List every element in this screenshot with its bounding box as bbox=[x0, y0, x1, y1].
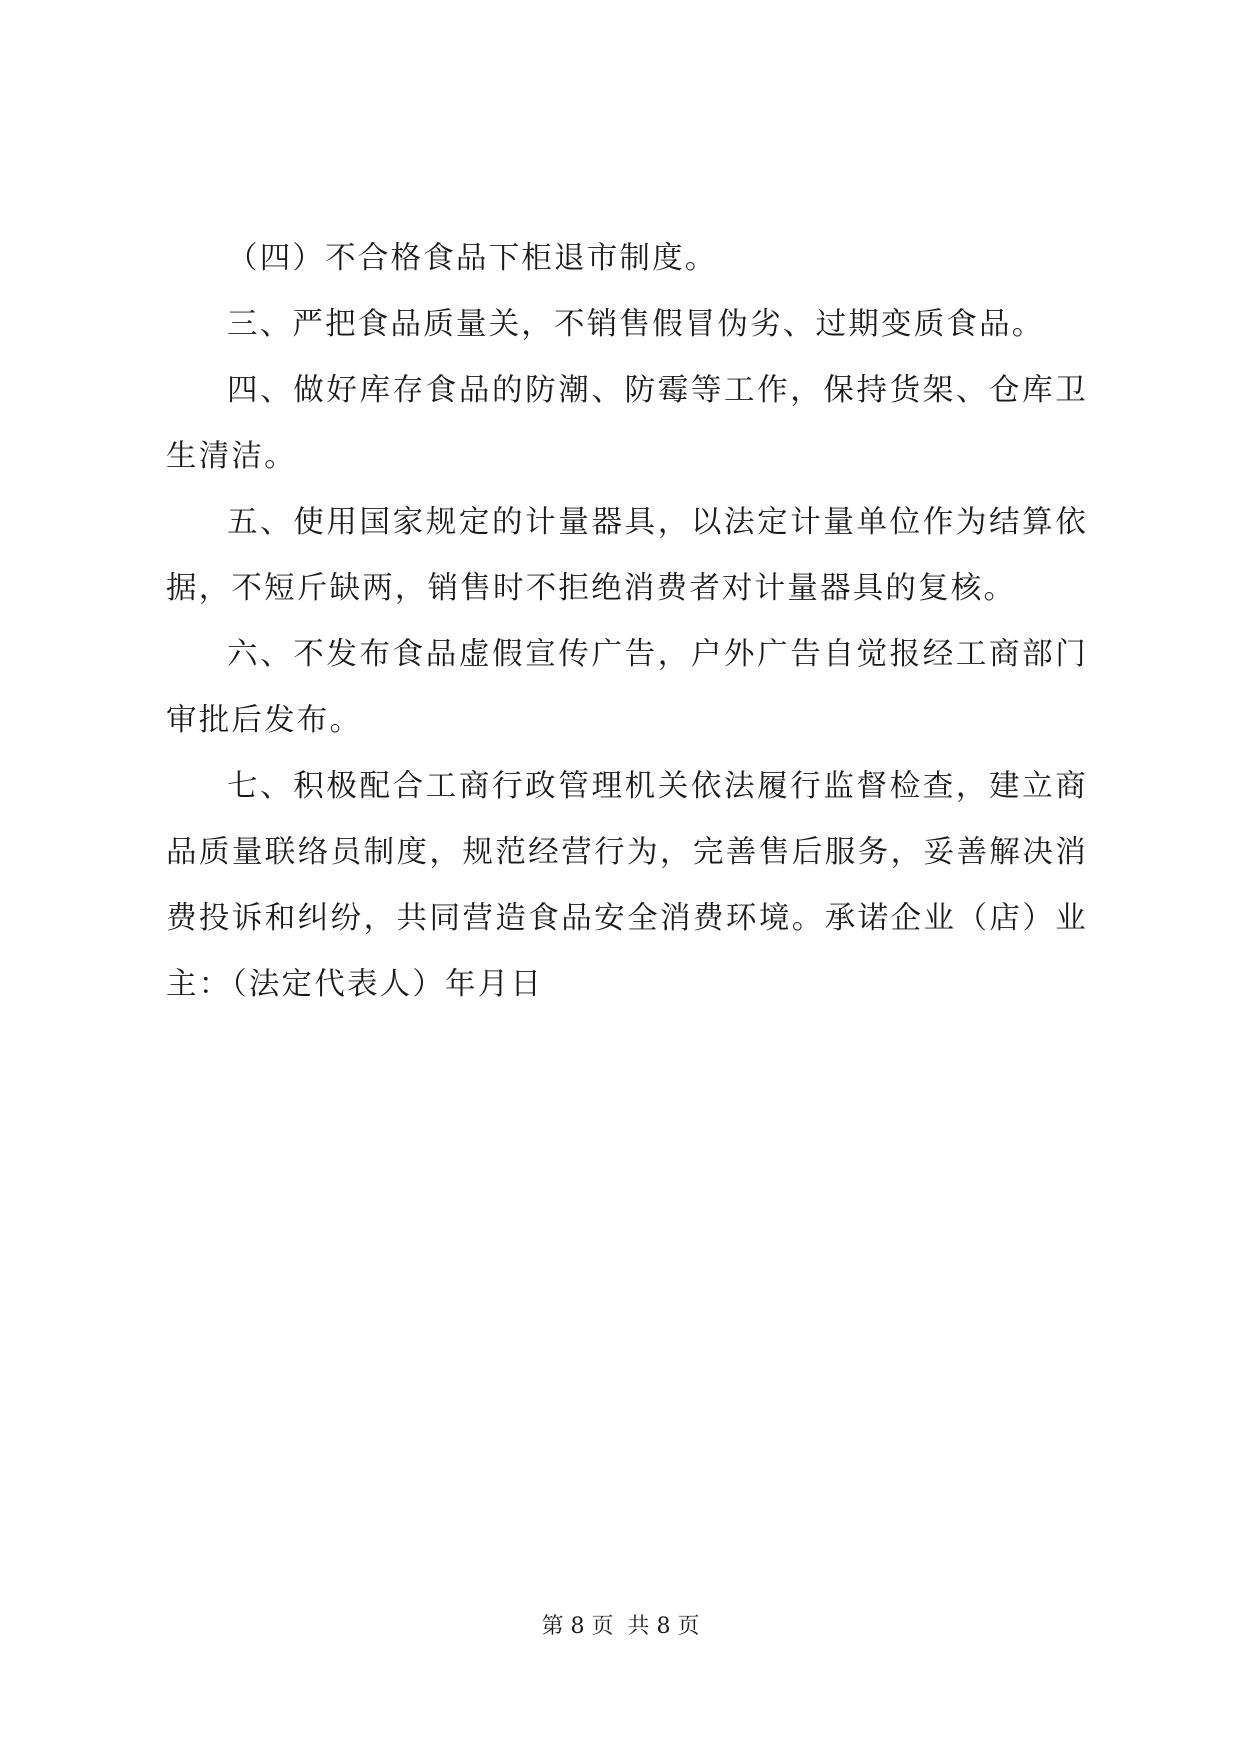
paragraph-clause-5: 五、使用国家规定的计量器具，以法定计量单位作为结算依据，不短斤缺两，销售时不拒绝消费者对计量器具的复核。 bbox=[166, 505, 1088, 606]
paragraph-clause-7: 七、积极配合工商行政管理机关依法履行监督检查，建立商品质量联络员制度，规范经营行为，完善售后服务，妥善解决消费投诉和纠纷，共同营造食品安全消费环境。承诺企业（店）业主：（法定代表人）年月日 bbox=[166, 769, 1088, 1002]
page-number-total: 共 8 页 bbox=[627, 1614, 700, 1639]
paragraph-item-4: （四）不合格食品下柜退市制度。 bbox=[227, 241, 718, 276]
page-footer bbox=[0, 1612, 1241, 1642]
paragraph-clause-3: 三、严把食品质量关，不销售假冒伪劣、过期变质食品。 bbox=[227, 307, 1045, 342]
page-number-current: 第 8 页 bbox=[541, 1614, 614, 1639]
paragraph-clause-4: 四、做好库存食品的防潮、防霉等工作，保持货架、仓库卫生清洁。 bbox=[166, 373, 1088, 474]
paragraph-clause-6: 六、不发布食品虚假宣传广告，户外广告自觉报经工商部门审批后发布。 bbox=[166, 637, 1088, 738]
document-body bbox=[166, 226, 1088, 1018]
